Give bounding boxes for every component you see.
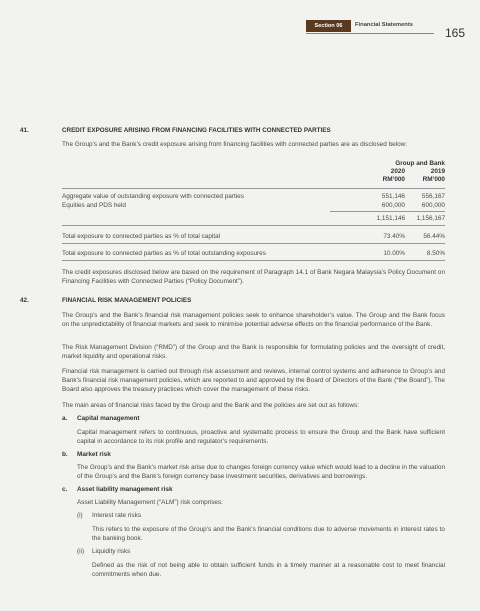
row-equities-label: Equities and PDS held xyxy=(62,202,126,209)
row-equities-2020: 600,000 xyxy=(381,202,405,209)
pct-capital-label: Total exposure to connected parties as % of total capital xyxy=(62,233,221,240)
pct-capital-2020: 73.40% xyxy=(383,233,405,240)
item-a-title: Capital management xyxy=(77,415,140,422)
section-tag-label: Section 06 xyxy=(314,23,343,29)
note-42-para-3: Financial risk management is carried out through risk assessment and reviews, internal control systems and adherence to Group’s and Bank’s financial risk management policies, which are reported to and approved by the Board of Directors of the Bank (“the Board”). The Board also approves the treasury practices which cover the management of these risks. xyxy=(62,368,445,393)
item-c-i-numeral: (i) xyxy=(77,512,83,519)
row-aggregate-2019: 556,167 xyxy=(421,193,445,200)
item-c-letter: c. xyxy=(62,486,68,493)
item-c-ii-text: Defined as the risk of not being able to obtain sufficient funds in a timely manner at a reasonable cost to meet financial commitments when due. xyxy=(92,562,445,578)
subtotal-bottom-rule xyxy=(62,225,445,226)
page-number: 165 xyxy=(445,26,466,40)
item-c-title: Asset liability management risk xyxy=(77,486,173,493)
item-c-ii-label: Liquidity risks xyxy=(92,548,131,555)
col-year-2019: 2019 xyxy=(430,168,445,175)
col-unit-2019: RM’000 xyxy=(422,176,445,183)
item-a-text: Capital management refers to continuous, proactive and systematic process to ensure the Group and the Bank have sufficient capital in accordance to its risk profile and regulator’s requirements. xyxy=(77,429,445,445)
item-c-i-text: This refers to the exposure of the Group’s and the Bank’s financial conditions due to adverse movements in interest rates to the banking book. xyxy=(92,526,445,542)
item-b-title: Market risk xyxy=(77,451,111,458)
subtotal-2019: 1,156,167 xyxy=(416,215,445,222)
subtotal-2020: 1,151,146 xyxy=(376,215,405,222)
row-aggregate-label: Aggregate value of outstanding exposure with connected parties xyxy=(62,193,244,200)
table-group-header: Group and Bank xyxy=(395,160,445,167)
section-tag xyxy=(306,20,351,32)
note-41-footnote: The credit exposures disclosed below are based on the requirement of Paragraph 14.1 of Bank Negara Malaysia’s Policy Document on Financing Facilities with Connected Parties (“Policy Document”). xyxy=(62,269,445,285)
note-42-para-1: The Group’s and the Bank’s financial risk management policies seek to enhance shareholder’s value. The Group and the Bank focus on the unpredictability of financial markets and seek to minimise potential adverse effects on the financial performance of the Bank. xyxy=(62,312,445,328)
note-41-title: CREDIT EXPOSURE ARISING FROM FINANCING FACILITIES WITH CONNECTED PARTIES xyxy=(62,127,331,134)
item-b-letter: b. xyxy=(62,451,68,458)
note-41-number: 41. xyxy=(20,127,29,134)
pct-outstanding-label: Total exposure to connected parties as % of total outstanding exposures xyxy=(62,250,266,257)
col-year-2020: 2020 xyxy=(390,168,405,175)
pct-outstanding-2019: 8.50% xyxy=(426,250,445,257)
note-42-title: FINANCIAL RISK MANAGEMENT POLICIES xyxy=(62,297,192,304)
header-title: Financial Statements xyxy=(355,22,413,28)
item-c-i-label: Interest rate risks xyxy=(92,512,142,519)
table-bottom-rule xyxy=(62,260,445,261)
row-aggregate-2020: 551,146 xyxy=(381,193,405,200)
item-a-letter: a. xyxy=(62,415,68,422)
table-top-rule xyxy=(62,188,445,189)
row-equities-2019: 600,000 xyxy=(421,202,445,209)
subtotal-top-rule xyxy=(330,211,445,212)
note-41-intro: The Group’s and the Bank’s credit exposure arising from financing facilities with connected parties are as disclosed below: xyxy=(62,141,408,148)
pct-capital-rule xyxy=(62,243,445,244)
header-divider xyxy=(306,33,434,34)
note-42-number: 42. xyxy=(20,297,29,304)
item-c-intro: Asset Liability Management (“ALM”) risk comprises: xyxy=(77,499,223,506)
pct-outstanding-2020: 10.00% xyxy=(383,250,405,257)
pct-capital-2019: 56.44% xyxy=(423,233,445,240)
item-b-text: The Group’s and the Bank’s market risk arise due to changes foreign currency value which would lead to a decline in the valuation of the Group’s and the Bank’s foreign currency base investment securities, derivatives and borrowings. xyxy=(77,464,445,480)
note-42-para-2: The Risk Management Division (“RMD”) of the Group and the Bank is responsible for formulating policies and the oversight of credit, market liquidity and operational risks. xyxy=(62,344,445,360)
col-unit-2020: RM’000 xyxy=(382,176,405,183)
note-42-para-4: The main areas of financial risks faced by the Group and the Bank and the policies are set out as follows: xyxy=(62,402,359,409)
item-c-ii-numeral: (ii) xyxy=(77,548,85,555)
